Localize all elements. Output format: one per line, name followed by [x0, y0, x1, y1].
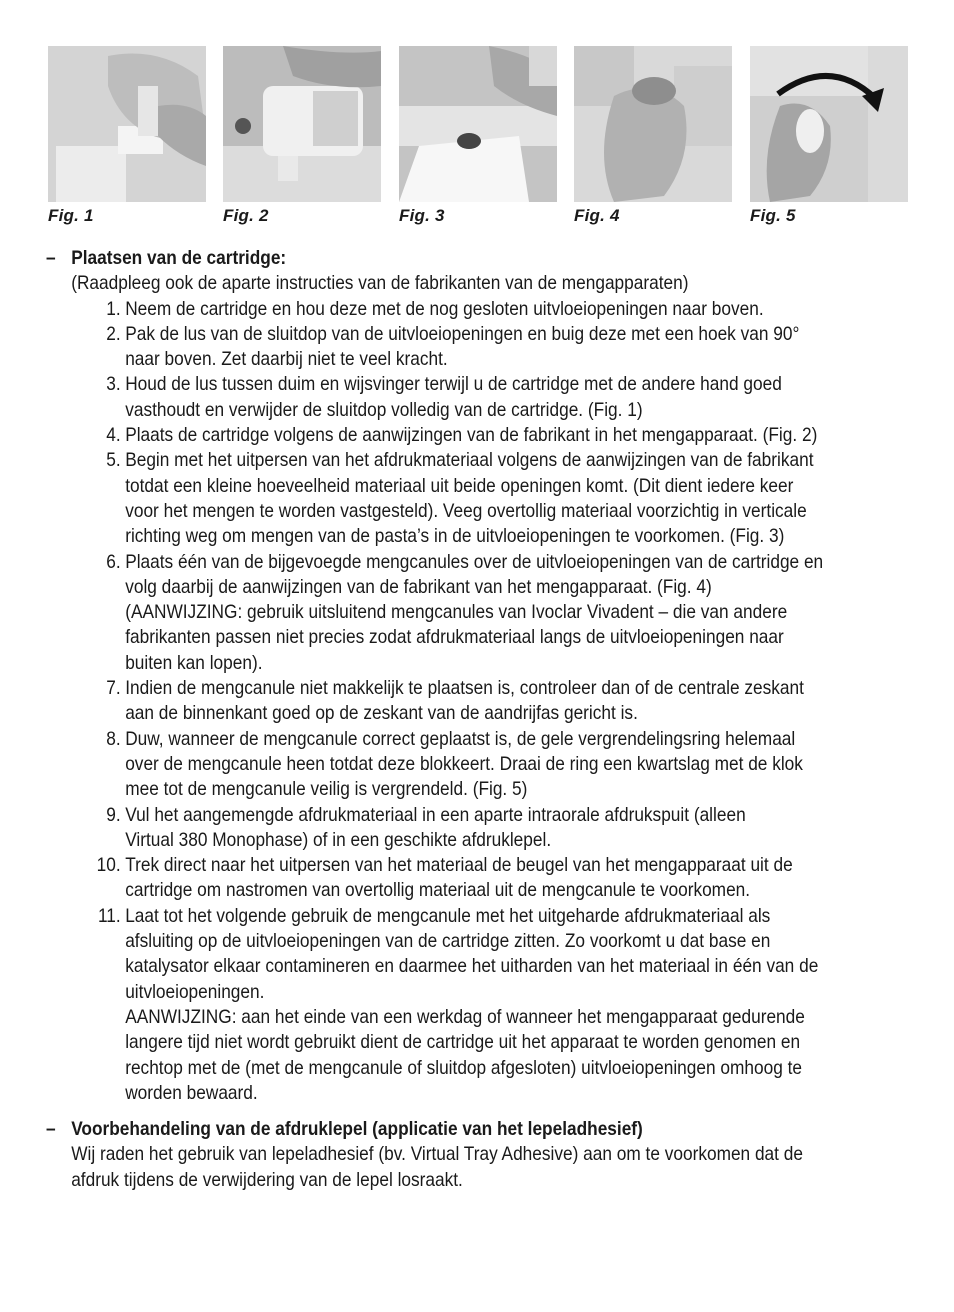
step-item [71, 297, 825, 322]
step-line: katalysator elkaar contamineren en daarmee het uitharden van het materiaal in één van de [125, 956, 819, 978]
steps-list [71, 297, 825, 1107]
step-line: Plaats één van de bijgevoegde mengcanules over de uitvloeiopeningen van de cartridge en [125, 551, 824, 573]
figure-3 [399, 46, 557, 226]
section-title: Voorbehandeling van de afdruklepel (applicatie van het lepeladhesief) [71, 1119, 643, 1141]
step-number: 10. [96, 855, 121, 877]
section-bullet: – [46, 248, 56, 269]
step-line: Houd de lus tussen duim en wijsvinger terwijl u de cartridge met de andere hand goed [125, 374, 782, 396]
step-number: 3. [106, 374, 121, 396]
figure-5 [750, 46, 908, 226]
step-number: 4. [106, 425, 121, 447]
step-line: uitvloeiopeningen. [125, 981, 265, 1003]
step-number: 7. [106, 678, 121, 700]
figure-2 [223, 46, 381, 226]
step-item [71, 423, 825, 448]
section-text-line: afdruk tijdens de verwijdering van de lepel losraakt. [71, 1169, 463, 1191]
instructions-body [46, 246, 825, 1193]
step-line: naar boven. Zet daarbij niet te veel kracht. [125, 349, 448, 371]
step-line: (AANWIJZING: gebruik uitsluitend mengcanules van Ivoclar Vivadent – die van andere [125, 602, 788, 624]
step-item [71, 727, 825, 803]
step-line: buiten kan lopen). [125, 652, 263, 674]
section-tray [46, 1117, 825, 1193]
fig-2-caption: Fig. 2 [223, 206, 269, 225]
step-number: 2. [106, 323, 121, 345]
step-line: totdat een kleine hoeveelheid materiaal uit beide openingen komt. (Dit dient iedere keer [125, 475, 794, 497]
step-line: AANWIJZING: aan het einde van een werkdag of wanneer het mengapparaat gedurende [125, 1006, 805, 1028]
section-title: Plaatsen van de cartridge: [71, 248, 287, 269]
step-number: 1. [106, 298, 121, 320]
fig-5-photo [750, 46, 908, 202]
step-number: 5. [106, 450, 121, 472]
step-item [71, 448, 825, 549]
step-line: Vul het aangemengde afdrukmateriaal in een aparte intraorale afdrukspuit (alleen [125, 804, 746, 826]
step-item [71, 853, 825, 904]
step-line: langere tijd niet wordt gebruikt dient de cartridge uit het apparaat te worden genomen en [125, 1032, 801, 1054]
section-text [71, 1142, 825, 1193]
step-item [71, 676, 825, 727]
fig-2-photo [223, 46, 381, 202]
fig-3-photo [399, 46, 557, 202]
figure-4 [574, 46, 732, 226]
step-line: aan de binnenkant goed op de zeskant van de aandrijfas gericht is. [125, 703, 638, 725]
step-line: volg daarbij de aanwijzingen van de fabrikant van het mengapparaat. (Fig. 4) [125, 576, 712, 598]
step-item [71, 322, 825, 373]
step-number: 9. [106, 804, 121, 826]
fig-4-photo [574, 46, 732, 202]
section-bullet: – [46, 1119, 56, 1141]
step-line: Duw, wanneer de mengcanule correct geplaatst is, de gele vergrendelingsring helemaal [125, 728, 796, 750]
step-item [71, 904, 825, 1106]
step-line: Begin met het uitpersen van het afdrukmateriaal volgens de aanwijzingen van de fabrikant [125, 450, 814, 472]
step-line: worden bewaard. [125, 1082, 258, 1104]
fig-3-caption: Fig. 3 [399, 206, 445, 225]
step-number: 11. [97, 905, 121, 927]
section-intro: (Raadpleeg ook de aparte instructies van de fabrikanten van de mengapparaten) [71, 273, 689, 295]
step-line: fabrikanten passen niet precies zodat afdrukmateriaal langs de uitvloeiopeningen naar [125, 627, 784, 649]
step-line: vasthoudt en verwijder de sluitdop volledig van de cartridge. (Fig. 1) [125, 399, 643, 421]
step-line: mee tot de mengcanule veilig is vergrendeld. (Fig. 5) [125, 779, 528, 801]
figure-1 [48, 46, 206, 226]
step-line: Trek direct naar het uitpersen van het materiaal de beugel van het mengapparaat uit de [125, 855, 793, 877]
step-item [71, 803, 825, 854]
section-text-line: Wij raden het gebruik van lepeladhesief (bv. Virtual Tray Adhesive) aan om te voorkomen dat de [71, 1144, 803, 1166]
section-cartridge [46, 246, 825, 1106]
step-line: Pak de lus van de sluitdop van de uitvloeiopeningen en buig deze met een hoek van 90° [125, 323, 800, 345]
step-line: Laat tot het volgende gebruik de mengcanule met het uitgeharde afdrukmateriaal als [125, 905, 771, 927]
step-line: over de mengcanule heen totdat deze blokkeert. Draai de ring een kwartslag met de klok [125, 753, 803, 775]
step-line: rechtop met de (met de mengcanule of sluitdop afgesloten) uitvloeiopeningen omhoog te [125, 1057, 802, 1079]
fig-1-caption: Fig. 1 [48, 206, 94, 225]
step-number: 8. [106, 728, 121, 750]
fig-1-photo [48, 46, 206, 202]
step-line: Plaats de cartridge volgens de aanwijzingen van de fabrikant in het mengapparaat. (Fig. 2) [125, 425, 818, 447]
fig-4-caption: Fig. 4 [574, 206, 620, 225]
step-line: afsluiting op de uitvloeiopeningen van de cartridge zitten. Zo voorkomt u dat base en [125, 931, 771, 953]
figure-row [48, 46, 908, 231]
step-line: Neem de cartridge en hou deze met de nog gesloten uitvloeiopeningen naar boven. [125, 298, 764, 320]
step-line: Virtual 380 Monophase) of in een geschikte afdruklepel. [125, 829, 552, 851]
step-line: richting weg om mengen van de pasta’s in de uitvloeiopeningen te voorkomen. (Fig. 3) [125, 526, 785, 548]
step-item [71, 372, 825, 423]
step-item [71, 550, 825, 676]
step-line: Indien de mengcanule niet makkelijk te plaatsen is, controleer dan of de centrale zeskant [125, 678, 804, 700]
fig-5-caption: Fig. 5 [750, 206, 796, 225]
step-line: cartridge om nastromen van overtollig materiaal uit de mengcanule te voorkomen. [125, 880, 751, 902]
step-line: voor het mengen te worden vastgesteld). Veeg overtollig materiaal voorzichtig in verticale [125, 500, 807, 522]
step-number: 6. [106, 551, 121, 573]
